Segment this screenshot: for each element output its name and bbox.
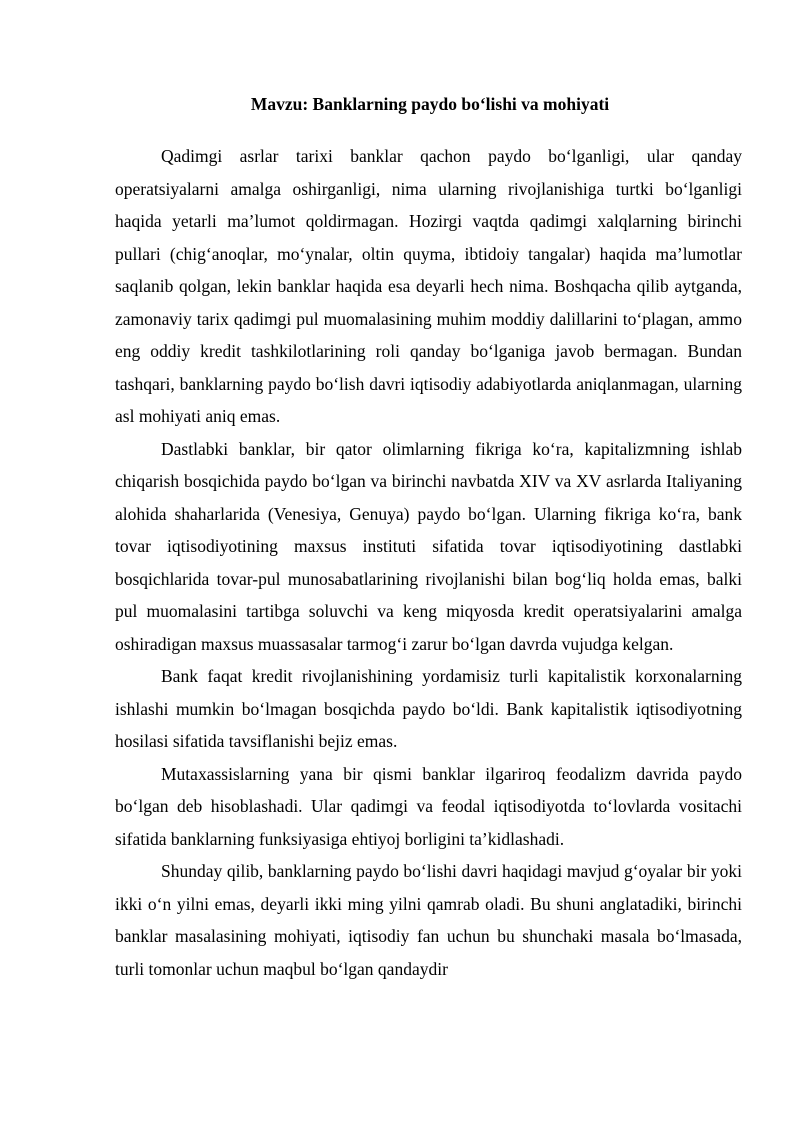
document-body — [115, 140, 742, 985]
paragraph-5: Shunday qilib, banklarning paydo bo‘lishi davri haqidagi mavjud g‘oyalar bir yoki ikki o‘n yilni emas, deyarli ikki ming yilni qamrab oladi. Bu shuni anglatadiki, birinchi banklar masalasining mohiyati, iqtisodiy fan uchun bu shunchaki masala bo‘lmasada, turli tomonlar uchun maqbul bo‘lgan qandaydir — [115, 861, 742, 979]
paragraph-1: Qadimgi asrlar tarixi banklar qachon paydo bo‘lganligi, ular qanday operatsiyalarni amalga oshirganligi, nima ularning rivojlanishiga turtki bo‘lganligi haqida yetarli ma’lumot qoldirmagan. Hozirgi vaqtda qadimgi xalqlarning birinchi pullari (chig‘anoqlar, mo‘ynalar, oltin quyma, ibtidoiy tangalar) haqida ma’lumotlar saqlanib qolgan, lekin banklar haqida esa deyarli hech nima. Boshqacha qilib aytganda, zamonaviy tarix qadimgi pul muomalasining muhim moddiy dalillarini to‘plagan, ammo eng oddiy kredit tashkilotlarining roli qanday bo‘lganiga javob bermagan. Bundan tashqari, banklarning paydo bo‘lish davri iqtisodiy adabiyotlarda aniqlanmagan, ularning asl mohiyati aniq emas. — [115, 146, 742, 426]
paragraph-4: Mutaxassislarning yana bir qismi banklar ilgariroq feodalizm davrida paydo bo‘lgan deb hisoblashadi. Ular qadimgi va feodal iqtisodiyotda to‘lovlarda vositachi sifatida banklarning funksiyasiga ehtiyoj borligini ta’kidlashadi. — [115, 763, 742, 849]
paragraph-3: Bank faqat kredit rivojlanishining yordamisiz turli kapitalistik korxonalarning ishlashi mumkin bo‘lmagan bosqichda paydo bo‘ldi. Bank kapitalistik iqtisodiyotning hosilasi sifatida tavsiflanishi bejiz emas. — [115, 666, 742, 751]
paragraph-2: Dastlabki banklar, bir qator olimlarning fikriga ko‘ra, kapitalizmning ishlab chiqarish bosqichida paydo bo‘lgan va birinchi navbatda XIV va XV asrlarda Italiyaning alohida shaharlarida (Venesiya, Genuya) paydo bo‘lgan. Ularning fikriga ko‘ra, bank tovar iqtisodiyotining maxsus instituti sifatida tovar iqtisodiyotining dastlabki bosqichlarida tovar-pul munosabatlarining rivojlanishi bilan bog‘liq holda emas, balki pul muomalasini tartibga soluvchi va keng miqyosda kredit operatsiyalarini amalga oshiradigan maxsus muassasalar tarmog‘i zarur bo‘lgan davrda vujudga kelgan. — [115, 438, 742, 654]
page-title: Mavzu: Banklarning paydo bo‘lishi va mohiyati — [250, 94, 610, 114]
